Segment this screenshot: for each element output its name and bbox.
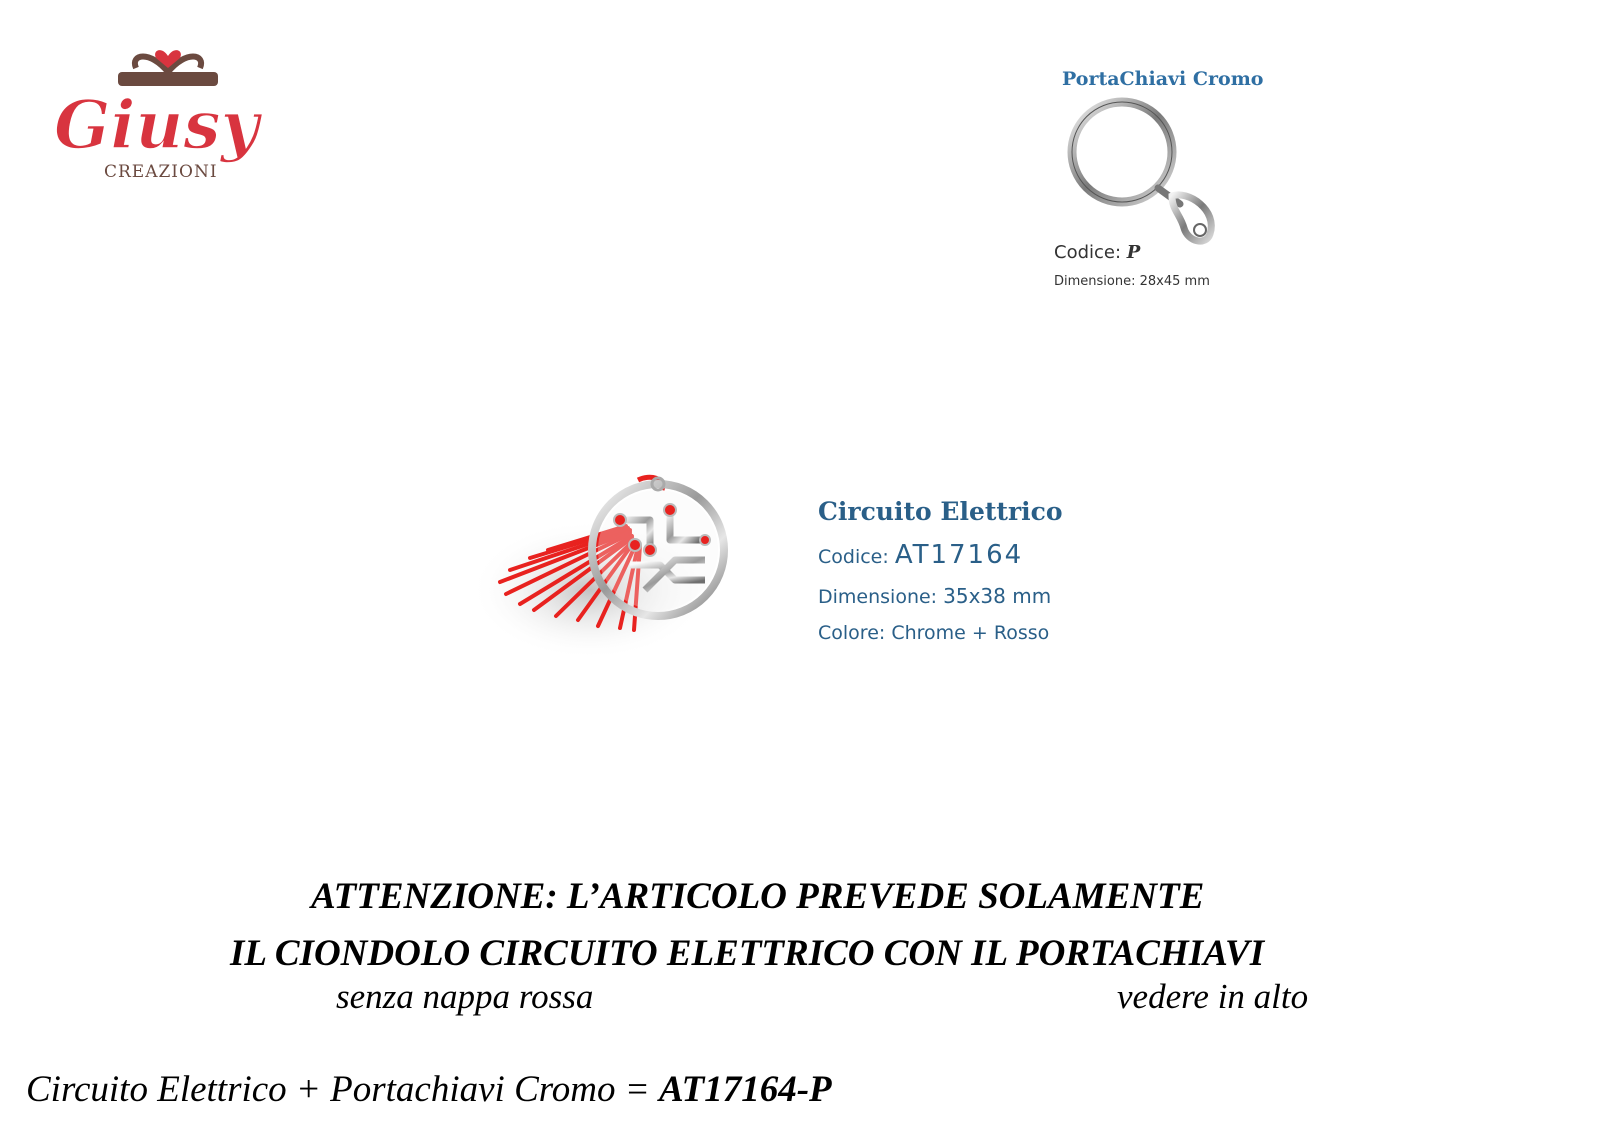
product-code-value: AT17164 (894, 540, 1024, 570)
keyring-code (1054, 242, 1140, 263)
keyring-dim-value: 28x45 mm (1139, 274, 1210, 289)
keyring-dim-label: Dimensione: (1054, 274, 1136, 289)
brand-name: Giusy (54, 86, 259, 164)
notice-line-1: ATTENZIONE: L’ARTICOLO PREVEDE SOLAMENTE (311, 876, 1205, 917)
product-color-label: Colore: (818, 622, 886, 644)
keyring-code-label: Codice: (1054, 242, 1122, 263)
product-code (818, 540, 1118, 570)
footer-formula (26, 1068, 832, 1111)
notice-sub-right: vedere in alto (1117, 977, 1309, 1016)
product-dim-value: 35x38 mm (943, 584, 1052, 608)
keyring-icon (1060, 92, 1270, 252)
product-info (818, 497, 1118, 644)
product-color-value: Chrome + Rosso (891, 622, 1050, 644)
keyring-dimension (1054, 274, 1210, 289)
gift-logo-icon (50, 40, 290, 190)
footer-code: AT17164-P (658, 1069, 832, 1110)
product-color (818, 622, 1118, 644)
notice-sub-left: senza nappa rossa (336, 977, 594, 1016)
keyring-card (1040, 68, 1280, 308)
product-dimension (818, 584, 1118, 608)
brand-tagline: CREAZIONI (104, 162, 218, 182)
product-dim-label: Dimensione: (818, 586, 938, 608)
notice-line-2: IL CIONDOLO CIRCUITO ELETTRICO CON IL PORTACHIAVI (230, 933, 1265, 974)
brand-logo (50, 40, 290, 190)
circuit-pendant-icon (470, 470, 750, 670)
pendant-image (470, 470, 750, 670)
keyring-code-value: P (1126, 242, 1141, 263)
product-code-label: Codice: (818, 546, 889, 568)
product-title: Circuito Elettrico (818, 497, 1063, 526)
footer-text: Circuito Elettrico + Portachiavi Cromo = (26, 1069, 659, 1110)
keyring-title: PortaChiavi Cromo (1062, 68, 1264, 90)
